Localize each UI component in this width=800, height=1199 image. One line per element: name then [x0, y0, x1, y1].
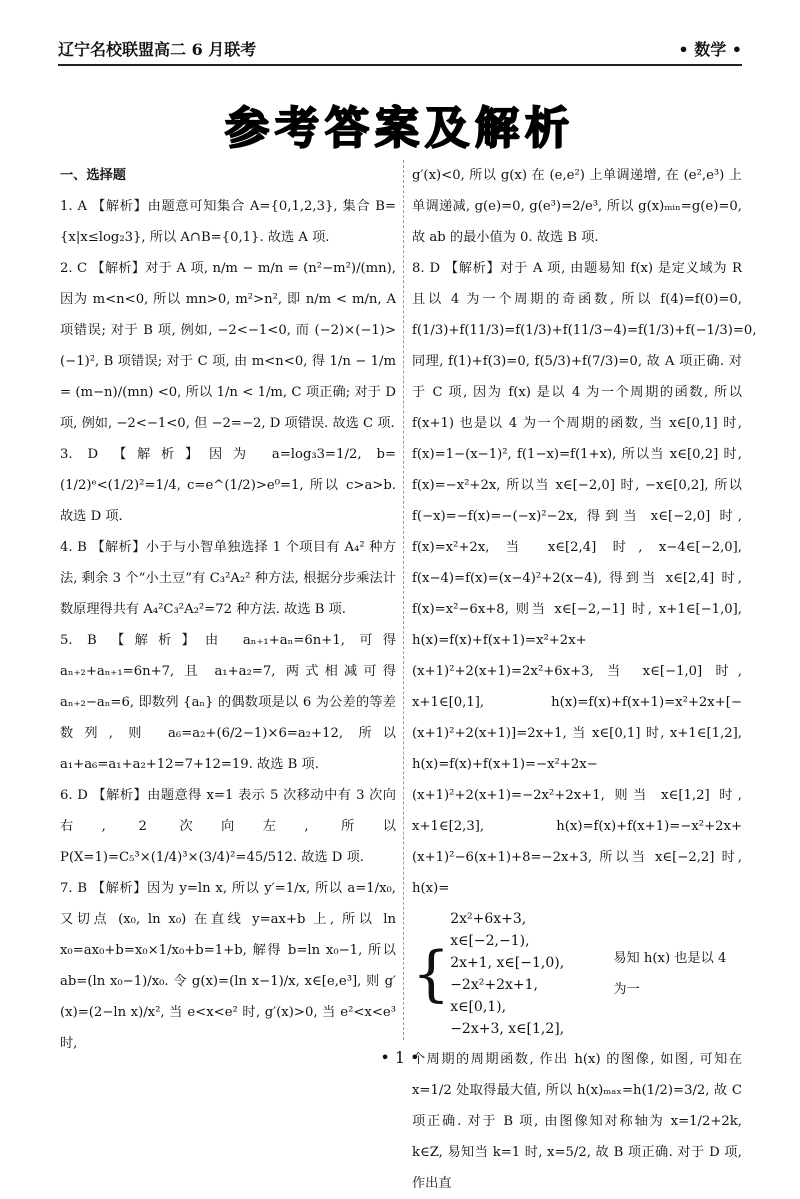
column-divider: [403, 160, 404, 1040]
case-4: −2x+3, x∈[1,2],: [450, 1021, 565, 1037]
header-right: • 数学 •: [678, 40, 742, 59]
answer-3: 3. D 【解析】因为 a=log₃3=1/2, b=(1/2)ᵉ<(1/2)²=1/4, c=e^(1/2)>e⁰=1, 所以 c>a>b. 故选 D 项.: [60, 447, 396, 524]
answer-7-cont: g′(x)<0, 所以 g(x) 在 (e,e²) 上单调递增, 在 (e²,e³) 上单调递减, g(e)=0, g(e³)=2/e³, 所以 g(x)ₘᵢₙ=g(e)=0, 故 ab 的最小值为 0. 故选 B 项.: [412, 168, 742, 245]
piecewise-cases: [450, 908, 593, 1040]
right-column: [412, 160, 757, 1199]
answer-1: 1. A 【解析】由题意可知集合 A={0,1,2,3}, 集合 B={x|x≤log₂3}, 所以 A∩B={0,1}. 故选 A 项.: [60, 199, 396, 245]
section-heading: 一、选择题: [60, 168, 126, 183]
answer-4: 4. B 【解析】小于与小智单独选择 1 个项目有 A₄² 种方法, 剩余 3 个“小土豆”有 C₃²A₂² 种方法, 根据分步乘法计数原理得共有 A₄²C₃²A₂²=72 种方法. 故选 B 项.: [60, 540, 396, 617]
answer-8-cont: 个周期的周期函数, 作出 h(x) 的图像, 如图, 可知在 x=1/2 处取得最大值, 所以 h(x)ₘₐₓ=h(1/2)=3/2, 故 C 项正确. 对于 B 项, 由图像知对称轴为 x=1/2+2k, k∈Z, 易知当 k=1 时, x=5/2, 故 B 项正确. 对于 D 项, 作出直: [412, 1052, 742, 1191]
header-left: 辽宁名校联盟高二 6 月联考: [58, 40, 257, 59]
answer-6: 6. D 【解析】由题意得 x=1 表示 5 次移动中有 3 次向右, 2 次向左, 所以 P(X=1)=C₅³×(1/4)³×(3/4)²=45/512. 故选 D 项.: [60, 788, 396, 865]
case-3: −2x²+2x+1, x∈[0,1),: [450, 977, 538, 1015]
brace-symbol: {: [412, 939, 451, 1009]
case-2: 2x+1, x∈[−1,0),: [450, 955, 565, 971]
answer-2: 2. C 【解析】对于 A 项, n/m − m/n = (n²−m²)/(mn), 因为 m<n<0, 所以 mn>0, m²>n², 即 n/m < m/n, A 项错误; 对于 B 项, 例如, −2<−1<0, 而 (−2)×(−1)>(−1)², B 项错误; 对于 C 项, 由 m<n<0, 得 1/n − 1/m = (m−n)/(mn) <0, 所以 1/n < 1/m, C 项正确; 对于 D 项, 例如, −2<−1<0, 但 −2=−2, D 项错误. 故选 C 项.: [60, 261, 396, 431]
answer-7: 7. B 【解析】因为 y=ln x, 所以 y′=1/x, 所以 a=1/x₀, 又切点 (x₀, ln x₀) 在直线 y=ax+b 上, 所以 ln x₀=ax₀+b=x₀×1/x₀+b=1+b, 解得 b=ln x₀−1, 所以 ab=(ln x₀−1)/x₀. 令 g(x)=(ln x−1)/x, x∈[e,e³], 则 g′(x)=(2−ln x)/x², 当 e<x<e² 时, g′(x)>0, 当 e²<x<e³ 时,: [60, 881, 396, 1051]
case-1: 2x²+6x+3, x∈[−2,−1),: [450, 911, 530, 949]
piecewise-function: [412, 908, 742, 1040]
page-title: 参考答案及解析: [225, 103, 575, 154]
page-number: • 1 •: [380, 1048, 420, 1067]
left-column: [60, 160, 396, 1059]
answer-8: 8. D 【解析】对于 A 项, 由题易知 f(x) 是定义域为 R 且以 4 为一个周期的奇函数, 所以 f(4)=f(0)=0, f(1/3)+f(11/3)=f(1/3)+f(11/3−4)=f(1/3)+f(−1/3)=0, 同理, f(1)+f(3)=0, f(5/3)+f(7/3)=0, 故 A 项正确. 对于 C 项, 因为 f(x) 是以 4 为一个周期的函数, 所以 f(x+1) 也是以 4 为一个周期的函数, 当 x∈[0,1] 时, f(x)=1−(x−1)², f(1−x)=f(1+x), 所以当 x∈[0,2] 时, f(x)=−x²+2x, 所以当 x∈[−2,0] 时, −x∈[0,2], 所以 f(−x)=−f(x)=−(−x)²−2x, 得到当 x∈[−2,0] 时, f(x)=x²+2x, 当 x∈[2,4] 时, x−4∈[−2,0], f(x−4)=f(x)=(x−4)²+2(x−4), 得到当 x∈[2,4] 时, f(x)=x²−6x+8, 则当 x∈[−2,−1] 时, x+1∈[−1,0], h(x)=f(x)+f(x+1)=x²+2x+(x+1)²+2(x+1)=2x²+6x+3, 当 x∈[−1,0] 时, x+1∈[0,1], h(x)=f(x)+f(x+1)=x²+2x+[−(x+1)²+2(x+1)]=2x+1, 当 x∈[0,1] 时, x+1∈[1,2], h(x)=f(x)+f(x+1)=−x²+2x−(x+1)²+2(x+1)=−2x²+2x+1, 则当 x∈[1,2] 时, x+1∈[2,3], h(x)=f(x)+f(x+1)=−x²+2x+(x+1)²−6(x+1)+8=−2x+3, 所以当 x∈[−2,2] 时, h(x)=: [412, 261, 757, 896]
piecewise-note: 易知 h(x) 也是以 4 为一: [613, 951, 727, 997]
answer-5: 5. B 【解析】由 aₙ₊₁+aₙ=6n+1, 可得 aₙ₊₂+aₙ₊₁=6n+7, 且 a₁+a₂=7, 两式相减可得 aₙ₊₂−aₙ=6, 即数列 {aₙ} 的偶数项是以 6 为公差的等差数列, 则 a₆=a₂+(6/2−1)×6=a₂+12, 所以 a₁+a₆=a₁+a₂+12=7+12=19. 故选 B 项.: [60, 633, 396, 772]
page-header: [58, 38, 742, 66]
